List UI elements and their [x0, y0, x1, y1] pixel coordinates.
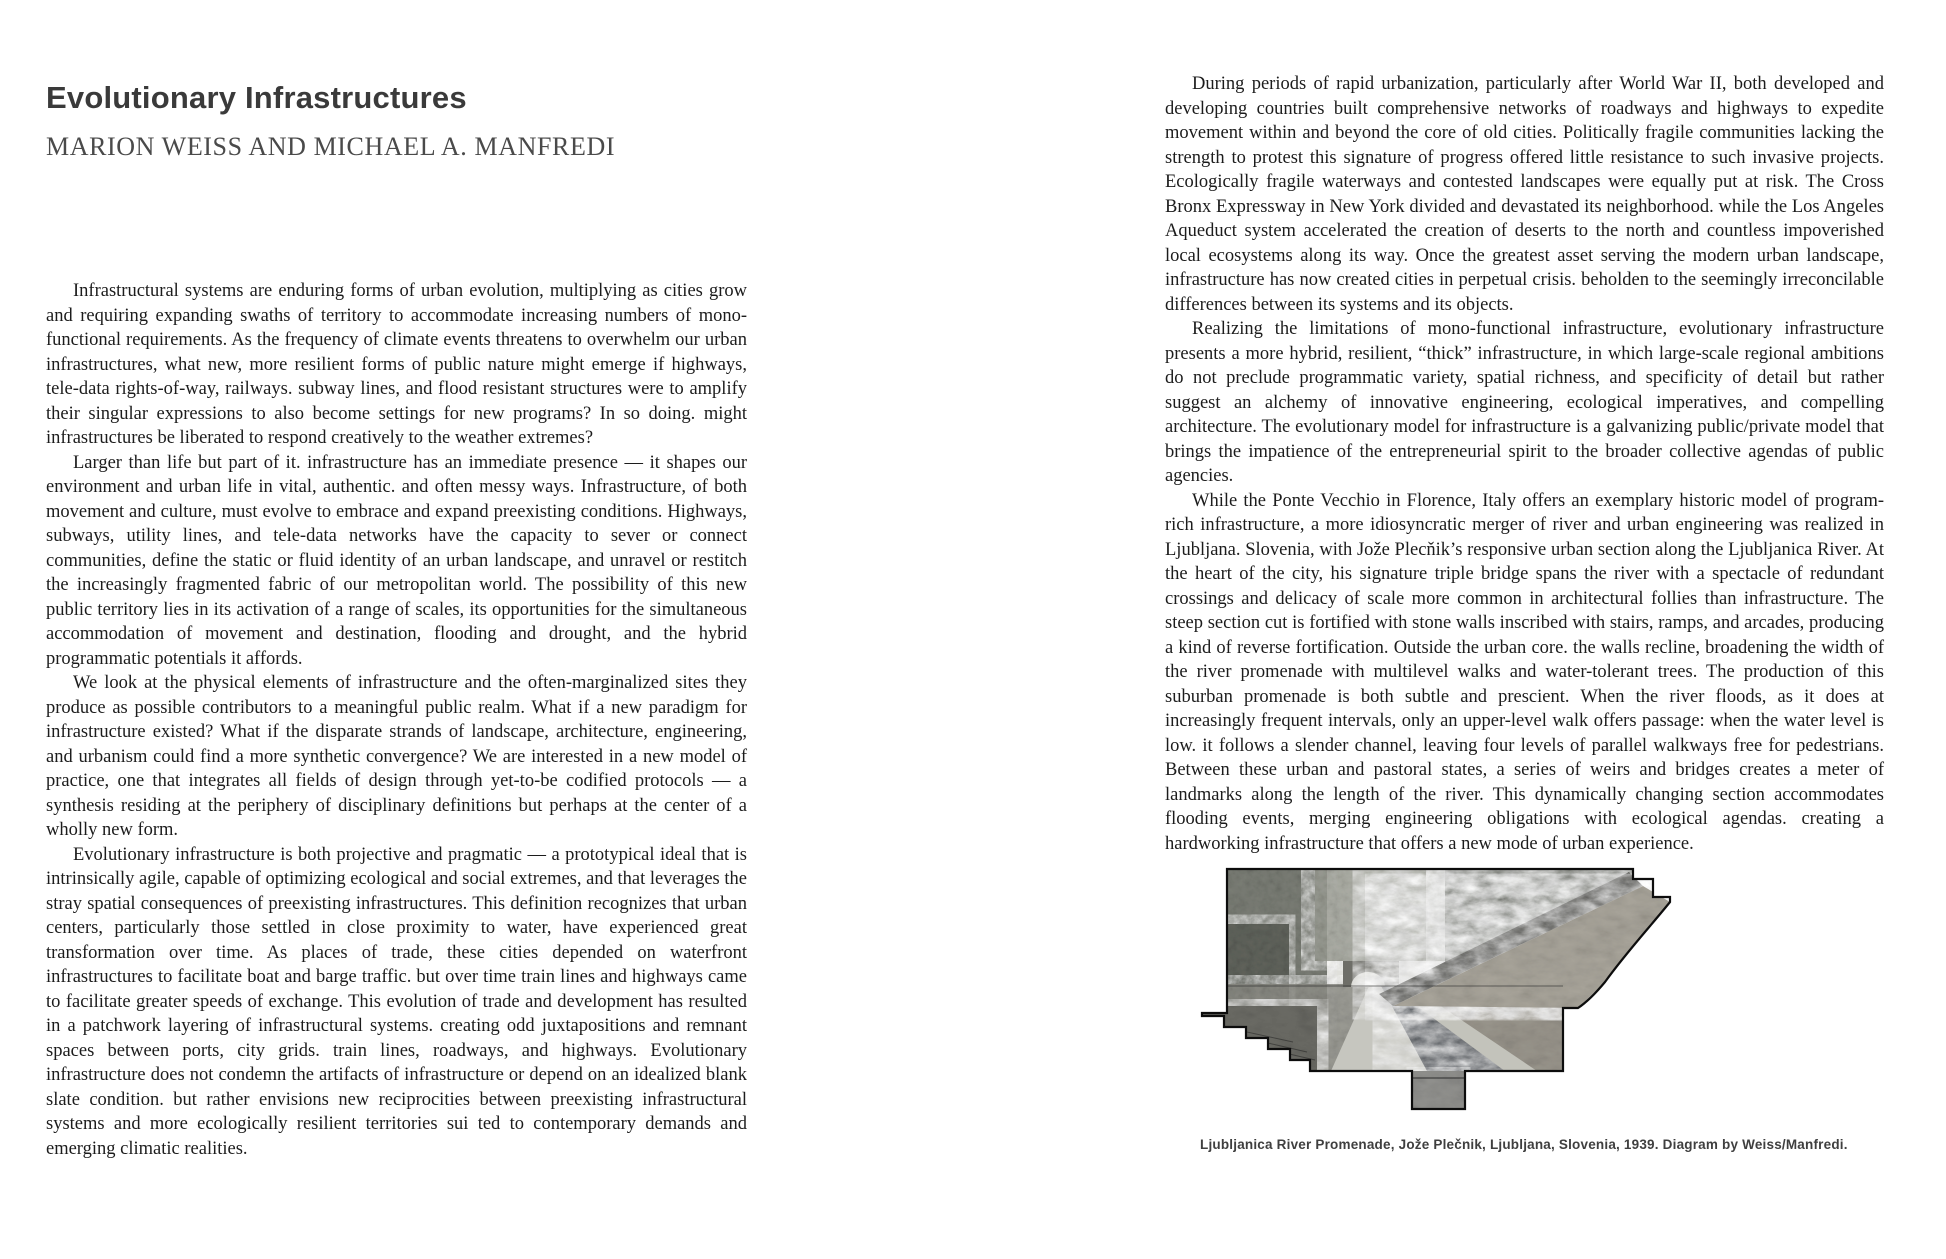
body-paragraph: Infrastructural systems are enduring forms of urban evolution, multiplying as cities grow and requiring expanding swaths of territory to accommodate increasing numbers of mono-functional requirements. As the frequency of climate events threatens to overwhelm our urban infrastructures, what new, more resilient forms of public nature might emerge if highways, tele-data rights-of-way, railways. subway lines, and flood resistant structures were to amplify their singular expressions to also become settings for new programs? In so doing. might infrastructures be liberated to respond creatively to the weather extremes?	[46, 281, 747, 448]
body-paragraph: We look at the physical elements of infrastructure and the often-marginalized sites they produce as possible contributors to a meaningful public realm. What if a new paradigm for infrastructure existed? What if the disparate strands of landscape, architecture, engineering, and urbanism could find a more synthetic convergence? We are interested in a new model of practice, one that integrates all fields of design through yet-to-be codified protocols — a synthesis residing at the periphery of disciplinary definitions but perhaps at the center of a wholly new form.	[46, 673, 747, 840]
river-promenade-diagram	[1197, 866, 1675, 1111]
left-text-column	[46, 279, 747, 1161]
body-paragraph: During periods of rapid urbanization, particularly after World War II, both developed and developing countries built comprehensive networks of roadways and highways to expedite movement within and beyond the core of old cities. Politically fragile communities lacking the strength to protest this signature of progress offered little resistance to such invasive projects. Ecologically fragile waterways and contested landscapes were equally put at risk. The Cross Bronx Expressway in New York divided and devastated its neighborhood. while the Los Angeles Aqueduct system accelerated the creation of deserts to the north and countless impoverished local ecosystems along its way. Once the greatest asset serving the modern urban landscape, infrastructure has now created cities in perpetual crisis. beholden to the seemingly irreconcilable differences between its systems and its objects.	[1165, 74, 1884, 315]
body-paragraph: Larger than life but part of it. infrastructure has an immediate presence — it shapes our environment and urban life in vital, authentic. and often messy ways. Infrastructure, of both movement and culture, must evolve to embrace and expand preexisting conditions. Highways, subways, utility lines, and tele-data networks have the capacity to sever or connect communities, define the static or fluid identity of an urban landscape, and unravel or restitch the increasingly fragmented fabric of our metropolitan world. The possibility of this new public territory lies in its activation of a range of scales, its opportunities for the simultaneous accommodation of movement and destination, flooding and drought, and the hybrid programmatic potentials it affords.	[46, 452, 747, 669]
article-title: Evolutionary Infrastructures	[46, 80, 467, 115]
right-text-column	[1165, 72, 1884, 856]
body-paragraph: Realizing the limitations of mono-functional infrastructure, evolutionary infrastructure presents a more hybrid, resilient, “thick” infrastructure, in which large-scale regional ambitions do not preclude programmatic variety, spatial richness, and specificity of detail but rather suggest an alchemy of innovative engineering, ecological imperatives, and compelling architecture. The evolutionary model for infrastructure is a galvanizing public/private model that brings the impatience of the entrepreneurial spirit to the broader collective agendas of public agencies.	[1165, 319, 1884, 486]
article-byline: MARION WEISS AND MICHAEL A. MANFREDI	[46, 132, 616, 161]
body-paragraph: Evolutionary infrastructure is both projective and pragmatic — a prototypical ideal that is intrinsically agile, capable of optimizing ecological and social extremes, and that leverages the stray spatial consequences of preexisting infrastructures. This definition recognizes that urban centers, particularly those settled in close proximity to water, have experienced great transformation over time. As places of trade, these cities depended on waterfront infrastructures to facilitate boat and barge traffic. but over time train lines and highways came to facilitate greater speeds of exchange. This evolution of trade and development has resulted in a patchwork layering of infrastructural systems. creating odd juxtapositions and remnant spaces between ports, city grids. train lines, roadways, and highways. Evolutionary infrastructure does not condemn the artifacts of infrastructure or depend on an idealized blank slate condition. but rather envisions new reciprocities between preexisting infrastructural systems and more ecologically resilient territories sui ted to contemporary demands and emerging climatic realities.	[46, 844, 747, 1159]
figure-caption: Ljubljanica River Promenade, Jože Plečnik, Ljubljana, Slovenia, 1939. Diagram by Weiss/Manfredi.	[1200, 1137, 1848, 1152]
body-paragraph: While the Ponte Vecchio in Florence, Italy offers an exemplary historic model of program-rich infrastructure, a more idiosyncratic merger of river and urban engineering was realized in Ljubljana. Slovenia, with Jože Plecňik’s responsive urban section along the Ljubljanica River. At the heart of the city, his signature triple bridge spans the river with a spectacle of redundant crossings and delicacy of scale more common in architectural follies than infrastructure. The steep section cut is fortified with stone walls inscribed with stairs, ramps, and arcades, producing a kind of reverse fortification. Outside the urban core. the walls recline, broadening the width of the river promenade with multilevel walks and water-tolerant trees. The production of this suburban promenade is both subtle and prescient. When the river floods, as it does at increasingly frequent intervals, only an upper-level walk offers passage: when the water level is low. it follows a slender channel, leaving four levels of parallel walkways free for pedestrians. Between these urban and pastoral states, a series of weirs and bridges creates a meter of landmarks along the length of the river. This dynamically changing section accommodates flooding events, merging engineering obligations with ecological agendas. creating a hardworking infrastructure that offers a new mode of urban experience.	[1165, 490, 1884, 854]
